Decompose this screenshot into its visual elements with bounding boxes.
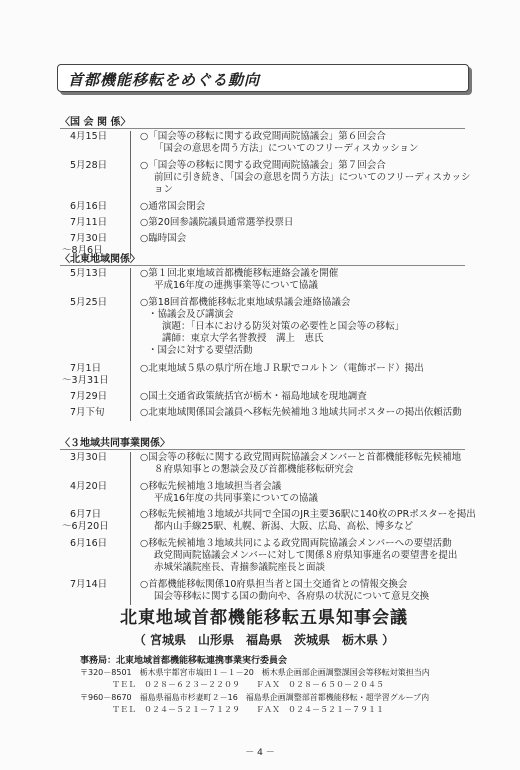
footer-tel-2: ＴＥＬ ０２４－５２１－７１２９ ＦＡＸ ０２４－５２１－７９１１ [112, 705, 384, 714]
entry-date-range-end: ～8月6日 [62, 244, 103, 256]
entry-date-range-end: ～6月20日 [62, 521, 109, 532]
footer-address-2: 〒960－8670 福島県福島市杉妻町２－16 福島県企画調整部首都機能移転・超学習グループ内 [80, 693, 430, 702]
entry-line: ○北東地域５県の県庁所在地ＪＲ駅でコルトン（電飾ボード）掲出 [140, 362, 424, 374]
entry-line: ○第20回参議院議員通常選挙投票日 [140, 216, 294, 228]
timeline-rule [130, 131, 131, 259]
entry-line: ○移転先候補地３地域共同による政党間両院協議会メンバーへの要望活動 [140, 537, 452, 549]
entry-line: ○国土交通省政策統括官が栃木・福島地域を現地調査 [140, 391, 367, 402]
entry-date: 6月7日 [70, 509, 102, 520]
entry-line: ○移転先候補地３地域担当者会議 [140, 480, 282, 492]
entry-line: ○臨時国会 [140, 232, 187, 244]
entry-date: 6月16日 [70, 200, 108, 212]
entry-date: 4月20日 [70, 480, 108, 492]
footer-title: 北東地域首都機能移転五県知事会議 [120, 608, 408, 628]
entry-line: 赤城栄議院座長、青揃参議院座長と面談 [154, 561, 326, 573]
entry-date: 7月11日 [70, 216, 108, 228]
timeline-rule [130, 268, 131, 421]
entry-line: 講師：東京大学名誉教授 溝上 恵氏 [162, 332, 324, 344]
entry-line: ○北東地域関係国会議員へ移転先候補地３地域共同ポスターの掲出依頼活動 [140, 407, 462, 418]
entry-date: 7月1日 [70, 362, 102, 374]
timeline-rule [130, 452, 131, 605]
entry-date: 3月30日 [70, 452, 108, 463]
entry-line: ○「国会等の移転に関する政党間両院協議会」第７回会合 [140, 159, 386, 171]
footer [60, 603, 468, 763]
section-divider [60, 449, 465, 450]
entry-date: 7月29日 [70, 391, 108, 402]
entry-line: 都内山手線25駅、札幌、新潟、大阪、広島、高松、博多など [154, 521, 414, 532]
entry-date: 7月14日 [70, 578, 108, 590]
entry-line: ・国会に対する要望活動 [148, 344, 253, 356]
entry-line: 平成16年度の連携事業等について協議 [154, 280, 318, 291]
page-title: 首都機能移転をめぐる動向 [68, 71, 261, 89]
entry-line: ・協議会及び講演会 [148, 308, 234, 320]
entry-line: ○通常国会閉会 [140, 200, 206, 212]
entry-line: ○国会等の移転に関する政党間両院協議会メンバーと首都機能移転先候補地 [140, 452, 462, 463]
entry-line: ８府県知事との懇談会及び首都機能移転研究会 [154, 464, 354, 475]
entry-line: 演題：「日本における防災対策の必要性と国会等の移転」 [162, 320, 405, 332]
entry-date: 5月25日 [70, 296, 108, 308]
entry-line: 「国会の意思を問う方法」についてのフリーディスカッション [154, 143, 419, 154]
section-divider [60, 128, 465, 129]
footer-prefectures: （ 宮城県 山形県 福島県 茨城県 栃木県 ） [133, 633, 395, 647]
entry-line: ○第１回北東地域首都機能移転連絡会議を開催 [140, 268, 339, 279]
section-heading: 〈３地域共同事業関係〉 [60, 438, 170, 449]
section-heading: 〈国 会 関 係〉 [60, 117, 131, 128]
footer-tel-1: ＴＥＬ ０２８－６２３－２２０９ ＦＡＸ ０２８－６５０－２０４５ [112, 680, 384, 689]
entry-date: 6月16日 [70, 537, 108, 549]
entry-line: ョン [154, 183, 174, 195]
page-title-box [57, 64, 469, 92]
entry-date: 7月下旬 [70, 407, 105, 418]
entry-line: 政党間両院協議会メンバーに対して関係８府県知事連名の要望書を提出 [154, 549, 458, 561]
footer-address-1: 〒320－8501 栃木県宇都宮市塙田１－１－20 栃木県企画部企画調整課国会等移転対策担当内 [80, 668, 430, 677]
entry-line: ○「国会等の移転に関する政党間両院協議会」第６回会合 [140, 131, 386, 142]
footer-office: 事務局：北東地域首都機能移転連携事業実行委員会 [80, 656, 288, 666]
section-heading: 〈北東地域関係〉 [60, 254, 140, 265]
entry-line: 平成16年度の共同事業についての協議 [154, 492, 318, 504]
entry-line: 国会等移転に関する国の動向や、各府県の状況について意見交換 [154, 590, 430, 602]
entry-line: ○首都機能移転関係10府県担当者と国土交通省との情報交換会 [140, 578, 408, 590]
entry-line: ○移転先候補地３地域が共同で全国のJR主要36駅に140枚のPRポスターを掲出 [140, 509, 476, 520]
entry-date: 5月13日 [70, 268, 108, 279]
entry-date: 7月30日 [70, 232, 108, 244]
page-number: － 4 － [245, 748, 275, 758]
entry-date: 5月28日 [70, 159, 108, 171]
entry-date: 4月15日 [70, 131, 108, 142]
section-divider [60, 265, 465, 266]
entry-line: ○第18回首都機能移転北東地域県議会連絡協議会 [140, 296, 351, 308]
entry-line: 前回に引き続き、「国会の意思を問う方法」についてのフリーディスカッシ [154, 171, 471, 183]
entry-date-range-end: ～3月31日 [62, 374, 109, 386]
